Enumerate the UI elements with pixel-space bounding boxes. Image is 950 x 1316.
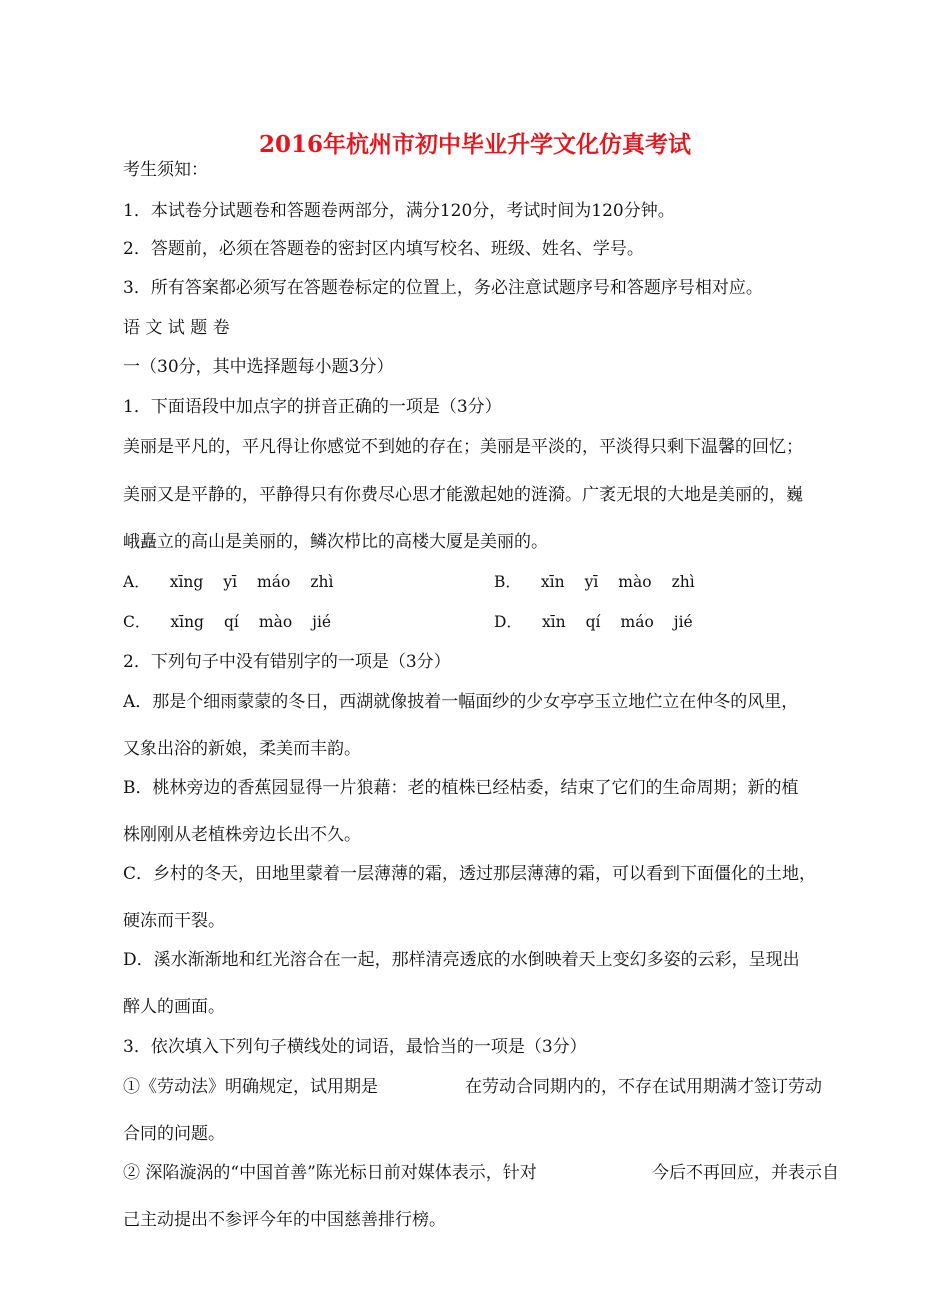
question-1-passage-line: 峨矗立的高山是美丽的，鳞次栉比的高楼大厦是美丽的。 xyxy=(123,532,548,552)
option-pinyin: yī xyxy=(584,573,599,591)
notice-item-1: 1．本试卷分试题卷和答题卷两部分，满分120分，考试时间为120分钟。 xyxy=(123,201,675,221)
question-2-line: B．桃林旁边的香蕉园显得一片狼藉：老的植株已经枯委，结束了它们的生命周期；新的植 xyxy=(123,778,799,798)
question-2-line: 醉人的画面。 xyxy=(123,997,225,1017)
option-pinyin: máo xyxy=(257,573,291,591)
question-2-line: D．溪水渐渐地和红光溶合在一起，那样清亮透底的水倒映着天上变幻多姿的云彩，呈现出 xyxy=(123,950,800,970)
option-pinyin: mào xyxy=(258,613,293,631)
question-1-stem: 1．下面语段中加点字的拼音正确的一项是（3分） xyxy=(123,397,502,417)
option-pinyin: qí xyxy=(223,613,239,631)
question-2-line: 株刚刚从老植株旁边长出不久。 xyxy=(123,825,361,845)
question-3-sentence-1b: 在劳动合同期内的，不存在试用期满才签订劳动 xyxy=(465,1077,822,1097)
option-pinyin: jié xyxy=(312,613,332,631)
notice-item-2: 2．答题前，必须在答题卷的密封区内填写校名、班级、姓名、学号。 xyxy=(123,239,644,259)
option-pinyin: qí xyxy=(585,613,601,631)
question-2-line: A．那是个细雨蒙蒙的冬日，西湖就像披着一幅面纱的少女亭亭玉立地伫立在仲冬的风里， xyxy=(123,692,799,712)
question-2-stem: 2．下列句子中没有错别字的一项是（3分） xyxy=(123,652,451,672)
question-2-line: 又象出浴的新娘，柔美而丰韵。 xyxy=(123,739,361,759)
option-pinyin: xīng xyxy=(170,613,204,631)
option-pinyin: máo xyxy=(620,613,654,631)
option-pinyin: yī xyxy=(223,573,238,591)
paper-name: 语 文 试 题 卷 xyxy=(123,318,230,338)
option-pinyin: jié xyxy=(673,613,693,631)
question-3-sentence-1c: 合同的问题。 xyxy=(123,1124,225,1144)
question-3-sentence-2c: 己主动提出不参评今年的中国慈善排行榜。 xyxy=(123,1210,446,1230)
option-label: B． xyxy=(494,573,521,591)
notice-item-3: 3．所有答案都必须写在答题卷标定的位置上，务必注意试题序号和答题序号相对应。 xyxy=(123,278,763,298)
option-pinyin: mào xyxy=(618,573,652,591)
question-1-option-d xyxy=(494,610,693,634)
question-1-passage-line: 美丽是平凡的，平凡得让你感觉不到她的存在；美丽是平淡的，平淡得只剩下温馨的回忆； xyxy=(123,437,803,457)
question-2-line: C．乡村的冬天，田地里蒙着一层薄薄的霜，透过那层薄薄的霜，可以看到下面僵化的土地， xyxy=(123,864,817,884)
question-1-passage-line: 美丽又是平静的，平静得只有你费尽心思才能激起她的涟漪。广袤无垠的大地是美丽的，巍 xyxy=(123,485,803,505)
question-1-option-a xyxy=(123,570,333,594)
option-pinyin: xīng xyxy=(169,573,204,591)
section-one-heading: 一（30分，其中选择题每小题3分） xyxy=(123,357,394,377)
option-label: D． xyxy=(494,613,522,631)
exam-title: 2016年杭州市初中毕业升学文化仿真考试 xyxy=(258,131,691,158)
option-pinyin: zhì xyxy=(671,573,695,591)
option-pinyin: xīn xyxy=(540,573,565,591)
option-label: A． xyxy=(123,573,150,591)
question-1-option-c xyxy=(123,610,331,634)
option-pinyin: zhì xyxy=(310,573,334,591)
question-2-line: 硬冻而干裂。 xyxy=(123,911,225,931)
question-1-option-b xyxy=(494,570,695,594)
notice-heading: 考生须知： xyxy=(123,160,208,180)
option-label: C． xyxy=(123,613,151,631)
question-3-sentence-2a: ② 深陷漩涡的“中国首善”陈光标日前对媒体表示，针对 xyxy=(123,1163,537,1183)
question-3-sentence-1a: ①《劳动法》明确规定，试用期是 xyxy=(123,1077,378,1097)
question-3-stem: 3．依次填入下列句子横线处的词语，最恰当的一项是（3分） xyxy=(123,1037,587,1057)
question-3-sentence-2b: 今后不再回应，并表示自 xyxy=(652,1163,839,1183)
option-pinyin: xīn xyxy=(541,613,566,631)
